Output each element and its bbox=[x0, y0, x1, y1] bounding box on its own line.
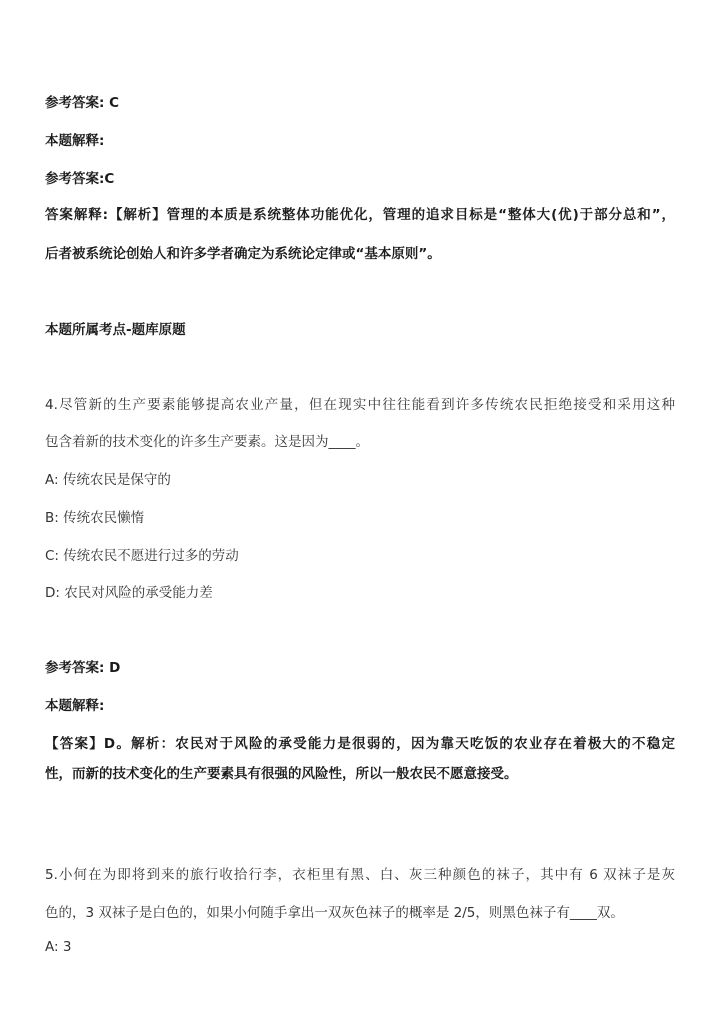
q3-explanation-line-1: 答案解释:【解析】管理的本质是系统整体功能优化，管理的追求目标是“整体大(优)于部分总和”， bbox=[45, 207, 675, 223]
q3-ref-answer-2: 参考答案:C bbox=[45, 171, 115, 187]
q4-explain-label: 本题解释: bbox=[45, 698, 105, 714]
q4-option-c: C: 传统农民不愿进行过多的劳动 bbox=[45, 548, 239, 564]
q4-option-a: A: 传统农民是保守的 bbox=[45, 472, 171, 488]
q4-ref-answer: 参考答案: D bbox=[45, 660, 121, 676]
q4-stem-line-1: 4.尽管新的生产要素能够提高农业产量，但在现实中往往能看到许多传统农民拒绝接受和采用这种 bbox=[45, 397, 675, 413]
q5-stem-line-2: 色的，3 双袜子是白色的，如果小何随手拿出一双灰色袜子的概率是 2/5，则黑色袜子有____双。 bbox=[45, 905, 624, 921]
q3-explanation-line-2: 后者被系统论创始人和许多学者确定为系统论定律或“基本原则”。 bbox=[45, 246, 441, 262]
q4-answer-line-1: 【答案】D。解析：农民对于风险的承受能力是很弱的，因为靠天吃饭的农业存在着极大的不稳定 bbox=[45, 736, 675, 752]
q5-option-a: A: 3 bbox=[45, 939, 72, 955]
q5-stem-line-1: 5.小何在为即将到来的旅行收拾行李，衣柜里有黑、白、灰三种颜色的袜子，其中有 6 双袜子是灰 bbox=[45, 867, 675, 883]
q3-topic: 本题所属考点-题库原题 bbox=[45, 322, 186, 338]
q4-answer-line-2: 性，而新的技术变化的生产要素具有很强的风险性，所以一般农民不愿意接受。 bbox=[45, 766, 518, 782]
q3-explain-label: 本题解释: bbox=[45, 133, 105, 149]
q4-stem-line-2: 包含着新的技术变化的许多生产要素。这是因为____。 bbox=[45, 434, 369, 450]
q4-option-b: B: 传统农民懒惰 bbox=[45, 510, 145, 526]
q3-ref-answer: 参考答案: C bbox=[45, 95, 120, 111]
q4-option-d: D: 农民对风险的承受能力差 bbox=[45, 585, 213, 601]
